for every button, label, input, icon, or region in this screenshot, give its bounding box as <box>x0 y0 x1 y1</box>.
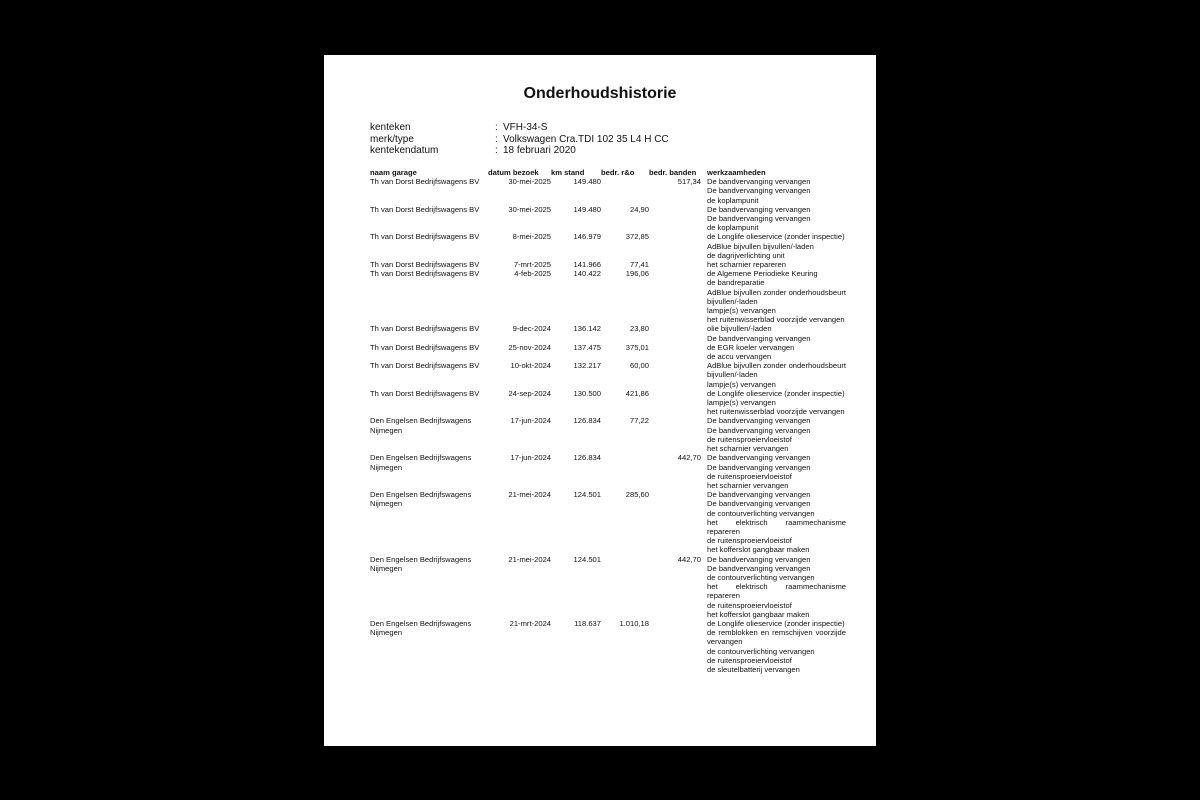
work-item: de EGR koeler vervangen <box>707 342 795 352</box>
header-garage: naam garage <box>370 168 417 177</box>
cell-work <box>701 389 846 417</box>
cell-km: 137.475 <box>573 342 601 352</box>
cell-work <box>701 232 846 260</box>
work-item: de remblokken en remschijven voorzijde vervangen <box>707 628 846 647</box>
work-item: de koplampunit <box>707 195 759 205</box>
work-item: de ruitensproeiervloeistof <box>707 434 792 444</box>
table-row <box>370 232 846 260</box>
work-item: de Algemene Periodieke Keuring <box>707 269 818 279</box>
cell-km: 136.142 <box>573 324 601 334</box>
vehicle-info-row <box>370 122 669 134</box>
cell-date: 7-mrt-2025 <box>513 260 551 270</box>
work-item: AdBlue bijvullen zonder onderhoudsbeurt bijvullen/-laden <box>707 361 846 380</box>
work-item: de Longlife olieservice (zonder inspectie) <box>707 618 845 628</box>
cell-km: 130.500 <box>573 388 601 398</box>
document-page <box>324 55 876 746</box>
work-item: De bandvervanging vervangen <box>707 462 811 472</box>
cell-km: 140.422 <box>573 269 601 279</box>
work-item: het elektrisch raammechanisme repareren <box>707 517 846 536</box>
colon-separator: : <box>495 145 498 156</box>
cell-tyres <box>649 205 701 233</box>
garage-name-line: Den Engelsen Bedrijfswagens <box>370 618 472 628</box>
work-item: de contourverlichting vervangen <box>707 572 815 582</box>
cell-garage <box>370 205 488 233</box>
cell-work <box>701 260 846 269</box>
garage-name-line: Th van Dorst Bedrijfswagens BV <box>370 324 480 334</box>
garage-name-line: Th van Dorst Bedrijfswagens BV <box>370 177 480 187</box>
cell-work <box>701 324 846 342</box>
cell-garage <box>370 260 488 269</box>
cell-date: 25-nov-2024 <box>508 342 551 352</box>
work-item: De bandvervanging vervangen <box>707 333 811 343</box>
garage-name-line: Den Engelsen Bedrijfswagens <box>370 554 472 564</box>
work-item: het elektrisch raammechanisme repareren <box>707 582 846 601</box>
work-item: de bandreparatie <box>707 278 765 288</box>
cell-date: 9-dec-2024 <box>512 324 551 334</box>
vehicle-info <box>370 122 669 157</box>
cell-work <box>701 619 846 674</box>
cell-date: 30-mei-2025 <box>508 177 551 187</box>
cell-ro <box>601 177 649 205</box>
garage-name-line: Nijmegen <box>370 499 403 509</box>
cell-km: 126.834 <box>573 453 601 463</box>
work-item: het kofferslot gangbaar maken <box>707 545 810 555</box>
vehicle-info-label: kentekendatum <box>370 145 439 156</box>
cell-tyres <box>649 416 701 453</box>
cell-ro <box>601 555 649 619</box>
work-item: De bandvervanging vervangen <box>707 563 811 573</box>
work-item: De bandvervanging vervangen <box>707 204 811 214</box>
work-item: de ruitensproeiervloeistof <box>707 655 792 665</box>
vehicle-info-value: Volkswagen Cra.TDI 102 35 L4 H CC <box>503 133 669 145</box>
work-item: de koplampunit <box>707 223 759 233</box>
work-item: AdBlue bijvullen bijvullen/-laden <box>707 241 814 251</box>
cell-date: 30-mei-2025 <box>508 204 551 214</box>
cell-tyres <box>649 260 701 269</box>
cell-ro: 23,80 <box>629 324 649 334</box>
work-item: het scharnier vervangen <box>707 444 789 454</box>
cell-tyres <box>649 232 701 260</box>
table-row <box>370 324 846 342</box>
work-item: de dagrijverlichting unit <box>707 250 785 260</box>
cell-garage <box>370 389 488 417</box>
garage-name-line: Nijmegen <box>370 462 403 472</box>
cell-garage <box>370 416 488 453</box>
page-title: Onderhoudshistorie <box>523 85 677 102</box>
cell-ro: 1.010,18 <box>619 618 649 628</box>
work-item: het ruitenwisserblad voorzijde vervangen <box>707 315 845 325</box>
vehicle-info-row <box>370 145 669 157</box>
header-work: werkzaamheden <box>707 168 766 177</box>
cell-ro: 375,01 <box>625 342 649 352</box>
cell-tyres <box>649 361 701 389</box>
work-item: de contourverlichting vervangen <box>707 646 815 656</box>
table-row <box>370 453 846 490</box>
cell-ro: 196,06 <box>625 269 649 279</box>
cell-ro: 372,85 <box>625 232 649 242</box>
garage-name-line: Th van Dorst Bedrijfswagens BV <box>370 342 480 352</box>
work-item: het scharnier repareren <box>707 260 786 270</box>
cell-km: 132.217 <box>573 361 601 371</box>
cell-date: 17-jun-2024 <box>510 416 551 426</box>
cell-km: 146.979 <box>573 232 601 242</box>
table-row <box>370 555 846 619</box>
cell-tyres <box>649 343 701 361</box>
cell-work <box>701 343 846 361</box>
cell-date: 21-mrt-2024 <box>509 618 551 628</box>
cell-work <box>701 453 846 490</box>
colon-separator: : <box>495 133 498 145</box>
cell-km: 118.637 <box>574 618 601 628</box>
work-item: de ruitensproeiervloeistof <box>707 536 792 546</box>
vehicle-info-value: 18 februari 2020 <box>503 145 576 156</box>
cell-tyres: 517,34 <box>677 177 701 187</box>
cell-work <box>701 361 846 389</box>
cell-tyres <box>649 389 701 417</box>
table-row <box>370 361 846 389</box>
cell-tyres <box>649 324 701 342</box>
cell-date: 21-mei-2024 <box>508 490 551 500</box>
work-item: De bandvervanging vervangen <box>707 177 811 187</box>
table-row <box>370 260 846 269</box>
cell-tyres <box>649 269 701 324</box>
garage-name-line: Th van Dorst Bedrijfswagens BV <box>370 204 480 214</box>
work-item: de sleutelbatterij vervangen <box>707 664 800 674</box>
garage-name-line: Den Engelsen Bedrijfswagens <box>370 416 472 426</box>
work-item: de accu vervangen <box>707 352 772 362</box>
garage-name-line: Th van Dorst Bedrijfswagens BV <box>370 361 480 371</box>
work-item: De bandvervanging vervangen <box>707 186 811 196</box>
cell-km: 141.966 <box>573 260 601 270</box>
cell-date: 8-mei-2025 <box>512 232 551 242</box>
garage-name-line: Th van Dorst Bedrijfswagens BV <box>370 260 480 270</box>
cell-ro: 285,60 <box>625 490 649 500</box>
table-row <box>370 619 846 674</box>
table-row <box>370 269 846 324</box>
work-item: het scharnier vervangen <box>707 480 789 490</box>
cell-date: 4-feb-2025 <box>514 269 551 279</box>
cell-work <box>701 205 846 233</box>
cell-date: 10-okt-2024 <box>510 361 551 371</box>
cell-garage <box>370 361 488 389</box>
cell-work <box>701 416 846 453</box>
garage-name-line: Den Engelsen Bedrijfswagens <box>370 490 472 500</box>
work-item: de ruitensproeiervloeistof <box>707 471 792 481</box>
cell-garage <box>370 619 488 674</box>
work-item: de ruitensproeiervloeistof <box>707 600 792 610</box>
table-row <box>370 389 846 417</box>
garage-name-line: Nijmegen <box>370 628 403 638</box>
table-row <box>370 177 846 205</box>
table-row <box>370 490 846 554</box>
maintenance-history-table <box>370 168 846 674</box>
vehicle-info-value: VFH-34-S <box>503 122 548 133</box>
cell-date: 24-sep-2024 <box>508 388 551 398</box>
cell-work <box>701 269 846 324</box>
work-item: de Longlife olieservice (zonder inspectie) <box>707 232 845 242</box>
garage-name-line: Th van Dorst Bedrijfswagens BV <box>370 232 480 242</box>
work-item: lampje(s) vervangen <box>707 398 776 408</box>
garage-name-line: Nijmegen <box>370 563 403 573</box>
cell-garage <box>370 490 488 554</box>
colon-separator: : <box>495 122 498 133</box>
cell-garage <box>370 453 488 490</box>
cell-ro: 77,22 <box>629 416 649 426</box>
cell-garage <box>370 324 488 342</box>
cell-garage <box>370 269 488 324</box>
work-item: het kofferslot gangbaar maken <box>707 609 810 619</box>
header-tyres: bedr. banden <box>649 168 697 177</box>
cell-work <box>701 555 846 619</box>
garage-name-line: Nijmegen <box>370 425 403 435</box>
work-item: De bandvervanging vervangen <box>707 214 811 224</box>
vehicle-info-row <box>370 134 669 146</box>
work-item: De bandvervanging vervangen <box>707 453 811 463</box>
garage-name-line: Den Engelsen Bedrijfswagens <box>370 453 472 463</box>
cell-tyres: 442,70 <box>677 453 701 463</box>
work-item: De bandvervanging vervangen <box>707 499 811 509</box>
cell-km: 149.480 <box>573 204 601 214</box>
cell-garage <box>370 343 488 361</box>
work-item: De bandvervanging vervangen <box>707 554 811 564</box>
work-item: olie bijvullen/-laden <box>707 324 772 334</box>
work-item: het ruitenwisserblad voorzijde vervangen <box>707 407 845 417</box>
cell-ro: 60,00 <box>629 361 649 371</box>
header-km: km stand <box>551 168 585 177</box>
work-item: De bandvervanging vervangen <box>707 416 811 426</box>
cell-km: 126.834 <box>573 416 601 426</box>
work-item: lampje(s) vervangen <box>707 306 776 316</box>
work-item: lampje(s) vervangen <box>707 379 776 389</box>
cell-garage <box>370 232 488 260</box>
cell-garage <box>370 177 488 205</box>
cell-km: 124.501 <box>573 554 601 564</box>
cell-ro <box>601 453 649 490</box>
cell-garage <box>370 555 488 619</box>
vehicle-info-label: kenteken <box>370 122 411 133</box>
cell-work <box>701 177 846 205</box>
work-item: de contourverlichting vervangen <box>707 508 815 518</box>
work-item: De bandvervanging vervangen <box>707 425 811 435</box>
cell-km: 149.480 <box>573 177 601 187</box>
table-row <box>370 343 846 361</box>
cell-tyres <box>649 619 701 674</box>
vehicle-info-label: merk/type <box>370 133 414 145</box>
cell-ro: 77,41 <box>629 260 649 270</box>
cell-date: 17-jun-2024 <box>510 453 551 463</box>
cell-work <box>701 490 846 554</box>
cell-ro: 421,86 <box>625 388 649 398</box>
table-row <box>370 416 846 453</box>
garage-name-line: Th van Dorst Bedrijfswagens BV <box>370 269 480 279</box>
cell-date: 21-mei-2024 <box>508 554 551 564</box>
work-item: de Longlife olieservice (zonder inspectie) <box>707 388 845 398</box>
header-ro: bedr. r&o <box>601 168 635 177</box>
cell-tyres <box>649 490 701 554</box>
cell-km: 124.501 <box>573 490 601 500</box>
header-date: datum bezoek <box>488 168 539 177</box>
work-item: AdBlue bijvullen zonder onderhoudsbeurt bijvullen/-laden <box>707 287 846 306</box>
work-item: De bandvervanging vervangen <box>707 490 811 500</box>
table-row <box>370 205 846 233</box>
table-header-row <box>370 168 846 177</box>
cell-tyres: 442,70 <box>677 554 701 564</box>
garage-name-line: Th van Dorst Bedrijfswagens BV <box>370 388 480 398</box>
cell-ro: 24,90 <box>629 204 649 214</box>
